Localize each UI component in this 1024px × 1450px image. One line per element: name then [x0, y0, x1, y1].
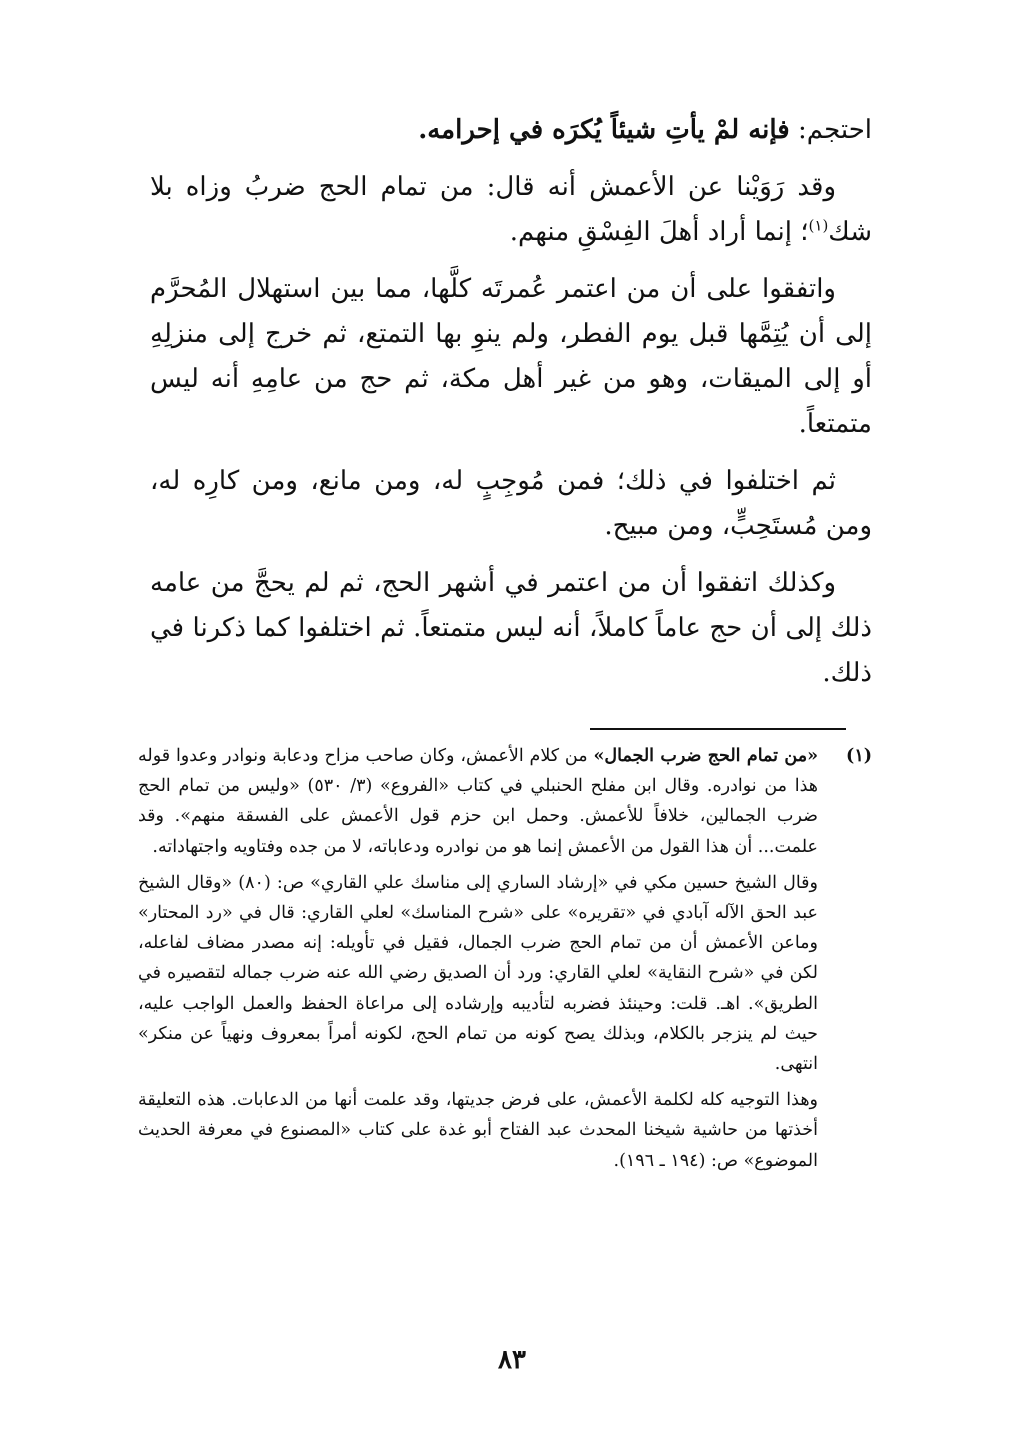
footnote-1 [138, 741, 872, 1176]
footnote-number: (١) [846, 746, 872, 766]
paragraph-3: واتفقوا على أن من اعتمر عُمرتَه كلَّها، مما بين استهلال المُحرَّم إلى أن يُتِمَّها قبل يوم الفطر، ولم ينوِ بها التمتع، ثم خرج إلى منزلِهِ أو إلى الميقات، وهو من غير أهل مكة، ثم حج من عامِهِ أنه ليس متمتعاً. [150, 274, 872, 439]
paragraph-2-text: وقد رَوَيْنا عن الأعمش أنه قال: من تمام الحج ضربُ وزاه بلا شك [150, 172, 872, 247]
main-text [150, 108, 872, 696]
paragraph-2-tail: ؛ إنما أراد أهلَ الفِسْقِ منهم. [509, 217, 809, 247]
paragraph-1 [150, 108, 872, 153]
footnotes [138, 741, 872, 1176]
paragraph-1-bold: فإنه لمْ يأتِ شيئاً يُكرَه في إحرامه. [418, 115, 790, 145]
paragraph-5: وكذلك اتفقوا أن من اعتمر في أشهر الحج، ثم لم يحجَّ من عامه ذلك إلى أن حج عاماً كاملاً، أنه ليس متمتعاً. ثم اختلفوا كما ذكرنا في ذلك. [150, 568, 872, 688]
footnote-reference[interactable]: (١) [808, 216, 829, 235]
footnote-paragraph-3: وهذا التوجيه كله لكلمة الأعمش، على فرض جديتها، وقد علمت أنها من الدعابات. هذه التعليقة أخذتها من حاشية شيخنا المحدث عبد الفتاح أبو غدة على كتاب «المصنوع في معرفة الحديث الموضوع» ص: (١٩٤ ـ ١٩٦). [138, 1090, 818, 1171]
footnote-paragraph-1-text: من كلام الأعمش، وكان صاحب مزاح ودعابة ونوادر وعدوا قوله هذا من نوادره. وقال ابن مفلح الحنبلي في كتاب «الفروع» (٣/ ٥٣٠) «وليس من تمام الحج ضرب الجمالين، خلافاً للأعمش. وحمل ابن حزم قول الأعمش على الفسقة منهم». وقد علمت... أن هذا القول من الأعمش إنما هو من نوادره ودعاباته، لا من جده وفتاويه واجتهاداته. [138, 746, 818, 857]
footnote-divider [590, 728, 846, 730]
footnote-paragraph-2: وقال الشيخ حسين مكي في «إرشاد الساري إلى مناسك علي القاري» ص: (٨٠) «وقال الشيخ عبد الحق الآله آبادي في «تقريره» على «شرح المناسك» لعلي القاري: قال في «رد المحتار» وماعن الأعمش أن من تمام الحج ضرب الجمال، فقيل في تأويله: إنه مصدر مضاف لفاعله، لكن في «شرح النقاية» لعلي القاري: ورد أن الصديق رضي الله عنه ضرب جماله لتقصيره في الطريق». اهـ. قلت: وحينئذ فضربه لتأديبه وإرشاده إلى مراعاة الحفظ والعمل الواجب عليه، حيث لم ينزجر بالكلام، وبذلك يصح كونه من تمام الحج، لكونه أمراً بمعروف ونهياً عن منكر» انتهى. [138, 872, 818, 1075]
page-number: ٨٣ [498, 1345, 526, 1375]
paragraph-1-label: احتجم: [789, 115, 872, 145]
paragraph-4: ثم اختلفوا في ذلك؛ فمن مُوجِبٍ له، ومن مانع، ومن كارِه له، ومن مُستَحِبٍّ، ومن مبيح. [150, 466, 872, 541]
footnote-body [138, 741, 818, 1176]
footnote-paragraph-1 [138, 741, 818, 862]
footnote-quote: «من تمام الحج ضرب الجمال» [593, 746, 819, 766]
paragraph-2 [150, 165, 872, 255]
